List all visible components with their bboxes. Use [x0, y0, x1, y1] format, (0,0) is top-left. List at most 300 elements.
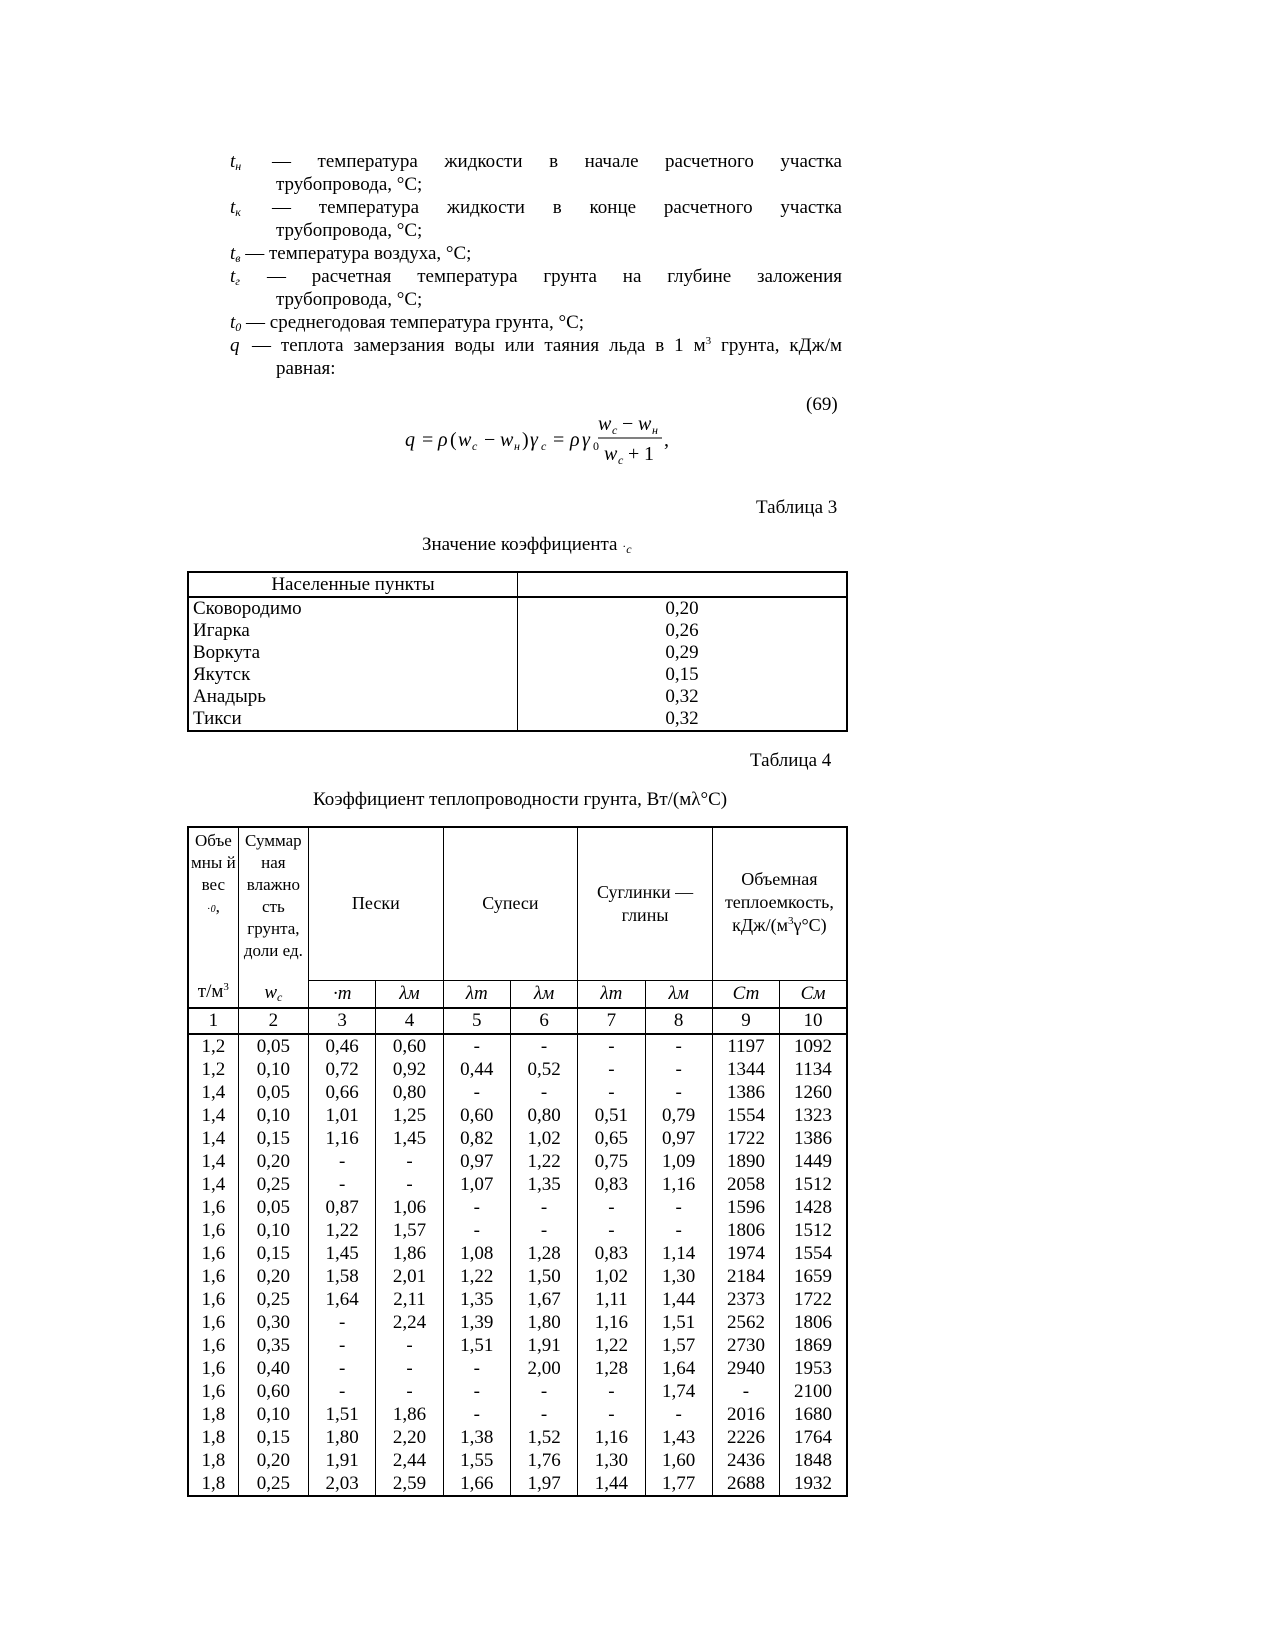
table-cell: -: [443, 1081, 510, 1104]
table-row: [188, 1265, 847, 1288]
table-cell: -: [645, 1219, 712, 1242]
table-cell: -: [510, 1196, 577, 1219]
table-cell: 1,60: [645, 1449, 712, 1472]
table-cell: 0,15: [665, 664, 699, 685]
table-cell: 0,82: [443, 1127, 510, 1150]
table-cell: 1554: [780, 1242, 847, 1265]
table-cell: Тикси: [188, 708, 518, 731]
table-cell: 1596: [712, 1196, 779, 1219]
table-cell: 0,79: [645, 1104, 712, 1127]
subheader-cell: λм: [510, 980, 577, 1008]
table-row: [188, 686, 847, 708]
table-header-cell: [518, 572, 848, 597]
table-cell: 1,22: [309, 1219, 376, 1242]
table-cell: 1,8: [188, 1449, 238, 1472]
svg-text:γ: γ: [530, 429, 538, 451]
table-cell: 0,10: [238, 1219, 308, 1242]
table-cell: 2226: [712, 1426, 779, 1449]
table-cell: 2436: [712, 1449, 779, 1472]
table-cell: 2,00: [510, 1357, 577, 1380]
table-row: [188, 1311, 847, 1334]
table-cell: 1848: [780, 1449, 847, 1472]
column-number: 10: [780, 1008, 847, 1034]
subheader-cell: λм: [645, 980, 712, 1008]
table-row: [188, 1288, 847, 1311]
table-cell: 1,45: [376, 1127, 443, 1150]
table-cell: 1,6: [188, 1288, 238, 1311]
table-cell: 1680: [780, 1403, 847, 1426]
svg-text:с: с: [541, 439, 547, 453]
table-cell: 1,44: [578, 1472, 645, 1496]
table-cell: -: [578, 1034, 645, 1058]
table-cell: 0,05: [238, 1081, 308, 1104]
table-cell: 1,44: [645, 1288, 712, 1311]
svg-text:,: ,: [664, 429, 669, 451]
table-row: [188, 1196, 847, 1219]
table-cell: -: [376, 1380, 443, 1403]
table-cell: 1,35: [443, 1288, 510, 1311]
table-row: [188, 1380, 847, 1403]
svg-text:ρ: ρ: [438, 429, 448, 451]
table-cell: -: [443, 1357, 510, 1380]
table-cell: -: [309, 1334, 376, 1357]
table-cell: 1722: [780, 1288, 847, 1311]
table-cell: -: [645, 1196, 712, 1219]
table-cell: 1,76: [510, 1449, 577, 1472]
table-cell: 1,6: [188, 1242, 238, 1265]
table-cell: 0,87: [309, 1196, 376, 1219]
svg-text:w: w: [598, 413, 612, 435]
table-cell: 0,25: [238, 1173, 308, 1196]
table-cell: 1260: [780, 1081, 847, 1104]
table-cell: 1,25: [376, 1104, 443, 1127]
table-cell: 1,2: [188, 1034, 238, 1058]
table-cell: 1,6: [188, 1196, 238, 1219]
table-cell: 1,22: [510, 1150, 577, 1173]
svg-text:=: =: [553, 429, 565, 451]
table-cell: 1,80: [309, 1426, 376, 1449]
table-cell: 1,55: [443, 1449, 510, 1472]
table-row: [188, 642, 847, 664]
table-cell: -: [443, 1219, 510, 1242]
table-cell: 0,15: [238, 1426, 308, 1449]
table-4: [187, 826, 848, 1497]
definition-cont: равная:: [276, 358, 336, 379]
table-cell: -: [309, 1380, 376, 1403]
table-cell: 1,86: [376, 1242, 443, 1265]
table-cell: 1,91: [309, 1449, 376, 1472]
definition-cont: трубопровода, °С;: [276, 220, 423, 241]
table-cell: 1512: [780, 1219, 847, 1242]
table-cell: 0,44: [443, 1058, 510, 1081]
table-cell: 1,6: [188, 1311, 238, 1334]
table-cell: -: [376, 1150, 443, 1173]
table-cell: -: [645, 1058, 712, 1081]
table-cell: Якутск: [188, 664, 518, 686]
svg-text:с: с: [472, 439, 478, 453]
definition-q: q — теплота замерзания воды или таяния льда в 1 $м^3$ грунта, кДж/м: [230, 335, 843, 356]
table-cell: -: [376, 1334, 443, 1357]
svg-text:н: н: [652, 423, 658, 437]
table-row: [188, 1058, 847, 1081]
table-cell: 1,06: [376, 1196, 443, 1219]
table-cell: 1428: [780, 1196, 847, 1219]
table-cell: -: [510, 1380, 577, 1403]
table-cell: 0,83: [578, 1242, 645, 1265]
table-cell: 2100: [780, 1380, 847, 1403]
definition-cont: трубопровода, °С;: [276, 174, 423, 195]
subheader-cell: Ст: [712, 980, 779, 1008]
table-row: [188, 708, 847, 731]
table-cell: 1,86: [376, 1403, 443, 1426]
table-cell: 0,15: [238, 1127, 308, 1150]
table-cell: -: [510, 1081, 577, 1104]
table-cell: 0,66: [309, 1081, 376, 1104]
table-cell: 1869: [780, 1334, 847, 1357]
table-cell: 1,6: [188, 1334, 238, 1357]
table-cell: -: [376, 1357, 443, 1380]
definition-cont: трубопровода, °С;: [276, 289, 423, 310]
column-number: 6: [510, 1008, 577, 1034]
definition-text: — теплота замерзания воды или таяния льда в 1 м: [252, 335, 706, 356]
table-row: [188, 1034, 847, 1058]
svg-text:(: (: [450, 429, 457, 451]
table-cell: 1,2: [188, 1058, 238, 1081]
table-cell: 0,97: [645, 1127, 712, 1150]
table-cell: 1449: [780, 1150, 847, 1173]
table-cell: 1,45: [309, 1242, 376, 1265]
table-cell: 1,80: [510, 1311, 577, 1334]
table-cell: -: [510, 1034, 577, 1058]
column-number-row: [188, 1008, 847, 1034]
svg-text:0: 0: [593, 439, 599, 453]
equation-number: (69): [806, 394, 838, 415]
svg-text:w: w: [458, 429, 472, 451]
table-cell: 0,52: [510, 1058, 577, 1081]
table-cell: 1,8: [188, 1403, 238, 1426]
table-cell: 0,05: [238, 1196, 308, 1219]
table-cell: 1806: [712, 1219, 779, 1242]
table-row: [188, 1150, 847, 1173]
table-cell: 1,57: [376, 1219, 443, 1242]
table-cell: 2940: [712, 1357, 779, 1380]
column-header-loam-clay: Суглинки — глины: [578, 827, 713, 980]
table-cell: 1,30: [645, 1265, 712, 1288]
table-cell: 0,97: [443, 1150, 510, 1173]
table-cell: 0,30: [238, 1311, 308, 1334]
table-cell: Воркута: [188, 642, 518, 664]
table-cell: 2,59: [376, 1472, 443, 1496]
table-cell: -: [443, 1380, 510, 1403]
table-cell: 1,02: [578, 1265, 645, 1288]
unit-cell: $т/м^3$: [188, 980, 238, 1008]
table-row: [188, 1334, 847, 1357]
table-row: [188, 1472, 847, 1496]
table-cell: 1806: [780, 1311, 847, 1334]
table-cell: 1659: [780, 1265, 847, 1288]
table-cell: -: [443, 1196, 510, 1219]
table-cell: 0,25: [238, 1472, 308, 1496]
table-cell: 1,91: [510, 1334, 577, 1357]
column-number: 7: [578, 1008, 645, 1034]
table-cell: 2,11: [376, 1288, 443, 1311]
definition-tk: tк — температура жидкости в конце расчетного участка: [230, 197, 842, 219]
table-cell: 1134: [780, 1058, 847, 1081]
table-cell: -: [309, 1311, 376, 1334]
table-cell: 1,74: [645, 1380, 712, 1403]
table-cell: 2,03: [309, 1472, 376, 1496]
table-body: [188, 1034, 847, 1496]
table-cell: -: [645, 1034, 712, 1058]
table-cell: 1,28: [578, 1357, 645, 1380]
table-cell: 1512: [780, 1173, 847, 1196]
column-number: 4: [376, 1008, 443, 1034]
table-cell: 1,43: [645, 1426, 712, 1449]
table-cell: 1,02: [510, 1127, 577, 1150]
table-cell: -: [443, 1403, 510, 1426]
table-cell: 1,77: [645, 1472, 712, 1496]
table-cell: -: [309, 1357, 376, 1380]
table-row: [188, 1357, 847, 1380]
table-cell: -: [510, 1403, 577, 1426]
table-cell: 1,22: [578, 1334, 645, 1357]
table-cell: 0,32: [665, 708, 699, 729]
table-cell: 1,8: [188, 1472, 238, 1496]
table-cell: 1386: [780, 1127, 847, 1150]
table-cell: 2373: [712, 1288, 779, 1311]
table-cell: -: [443, 1034, 510, 1058]
table-cell: 1,16: [309, 1127, 376, 1150]
table-cell: 1932: [780, 1472, 847, 1496]
table-cell: 1764: [780, 1426, 847, 1449]
table4-caption: Коэффициент теплопроводности грунта, Вт/(мλ°С): [313, 789, 728, 810]
svg-text:=: =: [422, 429, 434, 451]
table-cell: 2730: [712, 1334, 779, 1357]
table-cell: 1,6: [188, 1265, 238, 1288]
column-header-moisture: Суммар ная влажно сть грунта, доли ед.: [238, 827, 308, 980]
table-cell: -: [578, 1196, 645, 1219]
svg-text:w: w: [500, 429, 514, 451]
table-cell: -: [309, 1173, 376, 1196]
table-cell: 1,64: [645, 1357, 712, 1380]
definition-text: — расчетная температура грунта на глубине заложения: [267, 266, 842, 287]
svg-text:): ): [522, 429, 529, 451]
table-cell: 0,10: [238, 1403, 308, 1426]
column-number: 2: [238, 1008, 308, 1034]
subheader-cell: λт: [443, 980, 510, 1008]
table-cell: 2,20: [376, 1426, 443, 1449]
table-cell: 2184: [712, 1265, 779, 1288]
definition-tn: tн — температура жидкости в начале расчетного участка: [230, 151, 842, 173]
definition-text: — среднегодовая температура грунта, °С;: [246, 312, 585, 333]
table-cell: 1,4: [188, 1104, 238, 1127]
table-cell: 0,60: [443, 1104, 510, 1127]
table-cell: 1,16: [645, 1173, 712, 1196]
table-cell: 1,07: [443, 1173, 510, 1196]
table-row: [188, 1426, 847, 1449]
table-row: [188, 1173, 847, 1196]
table-cell: 1,4: [188, 1081, 238, 1104]
table-cell: 1,52: [510, 1426, 577, 1449]
table-cell: 1722: [712, 1127, 779, 1150]
table-cell: 1,30: [578, 1449, 645, 1472]
svg-text:+: +: [628, 443, 640, 465]
table-cell: 1,64: [309, 1288, 376, 1311]
table-cell: 1,67: [510, 1288, 577, 1311]
table-cell: 0,26: [665, 620, 699, 641]
table-subheader-row: [188, 980, 847, 1008]
table-3: [187, 571, 848, 732]
table-cell: 0,51: [578, 1104, 645, 1127]
table-cell: 1,6: [188, 1357, 238, 1380]
table-cell: 1,14: [645, 1242, 712, 1265]
table-cell: Игарка: [188, 620, 518, 642]
table-cell: -: [510, 1219, 577, 1242]
table-cell: 0,46: [309, 1034, 376, 1058]
table-cell: -: [712, 1380, 779, 1403]
table-cell: 0,25: [238, 1288, 308, 1311]
subheader-cell: λм: [376, 980, 443, 1008]
table-cell: 1323: [780, 1104, 847, 1127]
column-header-sands: Пески: [309, 827, 444, 980]
definition-text: — температура жидкости в начале расчетного участка: [272, 151, 842, 172]
table-cell: -: [578, 1403, 645, 1426]
svg-text:ρ: ρ: [570, 429, 580, 451]
table-cell: 1092: [780, 1034, 847, 1058]
table-header-cell: Населенные пункты: [188, 572, 518, 597]
definition-tv: tв — температура воздуха, °С;: [230, 243, 472, 265]
definition-text: — температура жидкости в конце расчетного участка: [272, 197, 842, 218]
column-header-sandy-loam: Супеси: [443, 827, 578, 980]
table-cell: 0,10: [238, 1104, 308, 1127]
table3-label: Таблица 3: [756, 497, 838, 518]
column-number: 9: [712, 1008, 779, 1034]
table-cell: 2058: [712, 1173, 779, 1196]
table-cell: 1,08: [443, 1242, 510, 1265]
subheader-cell: λт: [578, 980, 645, 1008]
unit-cell: wс: [238, 980, 308, 1008]
table-cell: -: [578, 1380, 645, 1403]
table-cell: 1,57: [645, 1334, 712, 1357]
column-header-volume-weight: Объе мны й вес ·0,: [188, 827, 238, 980]
table-cell: 0,80: [510, 1104, 577, 1127]
table-cell: 2,44: [376, 1449, 443, 1472]
table-cell: 0,60: [376, 1034, 443, 1058]
table-cell: 2688: [712, 1472, 779, 1496]
svg-text:w: w: [638, 413, 652, 435]
table-cell: 0,05: [238, 1034, 308, 1058]
table-row: [188, 664, 847, 686]
table-cell: 0,32: [665, 686, 699, 707]
table-row: [188, 620, 847, 642]
column-header-heat-capacity: Объемная теплоемкость, кДж/$(м^3\gamma^\circ С)$: [712, 827, 847, 980]
table-cell: 1,58: [309, 1265, 376, 1288]
table-row: [188, 1403, 847, 1426]
table-cell: 1,51: [309, 1403, 376, 1426]
svg-text:с: с: [618, 453, 624, 467]
subheader-cell: ·т: [309, 980, 376, 1008]
svg-text:w: w: [604, 443, 618, 465]
table-cell: 1,35: [510, 1173, 577, 1196]
column-number: 3: [309, 1008, 376, 1034]
table4-label: Таблица 4: [750, 750, 832, 771]
equation-69: [400, 412, 700, 472]
svg-text:1: 1: [644, 443, 654, 465]
table-cell: 1,11: [578, 1288, 645, 1311]
table-cell: 1,4: [188, 1127, 238, 1150]
table-cell: 0,20: [665, 598, 699, 619]
table-cell: -: [645, 1403, 712, 1426]
table-cell: 1,09: [645, 1150, 712, 1173]
table-row: [188, 597, 847, 620]
table-cell: 0,75: [578, 1150, 645, 1173]
table-cell: 1,22: [443, 1265, 510, 1288]
table-cell: 1197: [712, 1034, 779, 1058]
table-row: [188, 1127, 847, 1150]
table-cell: 1,16: [578, 1311, 645, 1334]
table-cell: 1,66: [443, 1472, 510, 1496]
table-cell: 1344: [712, 1058, 779, 1081]
table-cell: -: [645, 1081, 712, 1104]
table-header-row: [188, 572, 847, 597]
definition-tg: tг — расчетная температура грунта на глубине заложения: [230, 266, 842, 288]
table-cell: 1,01: [309, 1104, 376, 1127]
table-cell: 1,6: [188, 1380, 238, 1403]
table-cell: 0,20: [238, 1150, 308, 1173]
table-cell: 2016: [712, 1403, 779, 1426]
table-cell: 0,40: [238, 1357, 308, 1380]
table-cell: 1,6: [188, 1219, 238, 1242]
table-cell: -: [376, 1173, 443, 1196]
table-row: [188, 1104, 847, 1127]
svg-text:−: −: [622, 413, 634, 435]
table-cell: Анадырь: [188, 686, 518, 708]
table-cell: 0,20: [238, 1449, 308, 1472]
table-cell: 0,72: [309, 1058, 376, 1081]
column-number: 5: [443, 1008, 510, 1034]
subheader-cell: См: [780, 980, 847, 1008]
table-cell: -: [309, 1150, 376, 1173]
table-cell: Сковородимо: [188, 597, 518, 620]
table-cell: 1,4: [188, 1173, 238, 1196]
table-cell: 1,50: [510, 1265, 577, 1288]
table-row: [188, 1081, 847, 1104]
definition-text: — температура воздуха, °С;: [245, 243, 472, 264]
table-cell: 1,51: [645, 1311, 712, 1334]
table-cell: 0,29: [665, 642, 699, 663]
table-cell: 2,01: [376, 1265, 443, 1288]
table-cell: 1554: [712, 1104, 779, 1127]
table-cell: 0,65: [578, 1127, 645, 1150]
column-number: 8: [645, 1008, 712, 1034]
table-cell: 1,8: [188, 1426, 238, 1449]
table-cell: 1953: [780, 1357, 847, 1380]
table-cell: 0,10: [238, 1058, 308, 1081]
table-cell: 2562: [712, 1311, 779, 1334]
table-row: [188, 1449, 847, 1472]
table3-caption: Значение коэффициента ·с: [422, 534, 632, 556]
table-cell: -: [578, 1081, 645, 1104]
table-cell: 1890: [712, 1150, 779, 1173]
table-cell: 2,24: [376, 1311, 443, 1334]
table-row: [188, 1219, 847, 1242]
table-cell: 1,39: [443, 1311, 510, 1334]
table-cell: 0,83: [578, 1173, 645, 1196]
table-cell: 1974: [712, 1242, 779, 1265]
table-cell: 0,80: [376, 1081, 443, 1104]
table-cell: 0,35: [238, 1334, 308, 1357]
table-cell: 1386: [712, 1081, 779, 1104]
